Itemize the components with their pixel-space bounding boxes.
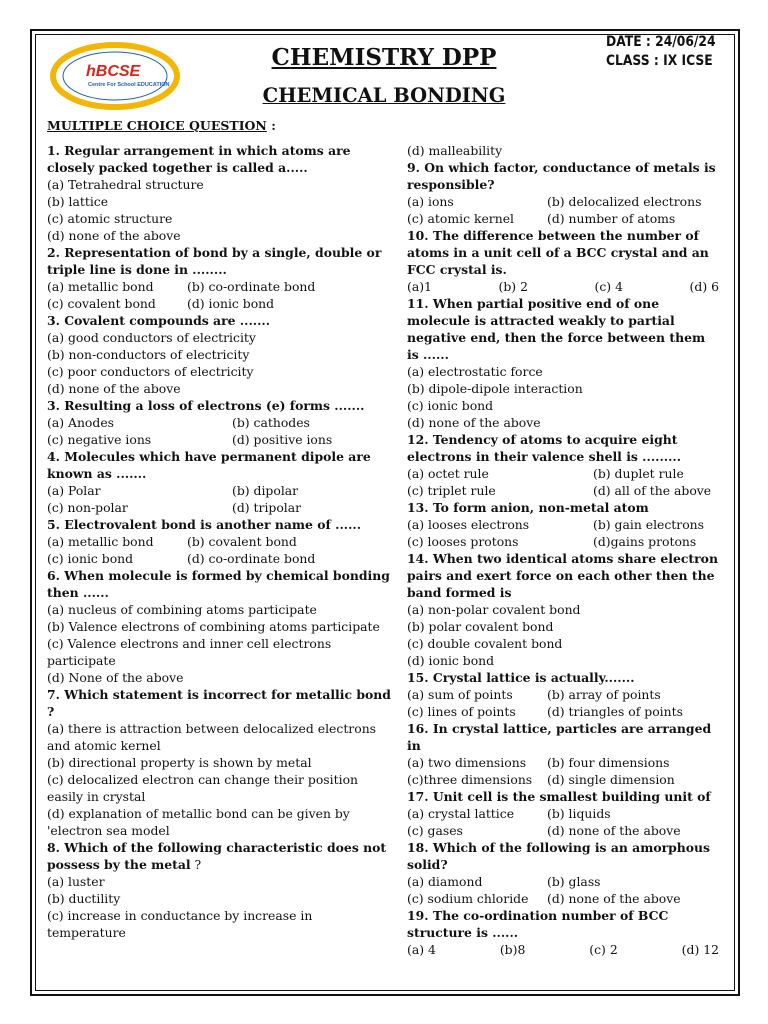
question-text: 13. To form anion, non-metal atom (407, 500, 649, 515)
option: (a) diamond (407, 874, 483, 889)
option: (d) tripolar (232, 500, 302, 515)
question-text (47, 839, 392, 873)
option: (d) single dimension (547, 772, 675, 787)
option: (a) electrostatic force (407, 364, 543, 379)
option: (c) covalent bond (47, 296, 156, 311)
question-8 (47, 839, 392, 941)
right-column (407, 142, 719, 958)
option: (d) none of the above (547, 891, 681, 906)
question-14 (407, 550, 719, 669)
option: (a) octet rule (407, 466, 489, 481)
option: (b) delocalized electrons (547, 194, 702, 209)
option: (a) two dimensions (407, 755, 527, 770)
option: (b) co-ordinate bond (187, 279, 316, 294)
question-9 (407, 159, 719, 227)
option: (b) duplet rule (593, 466, 684, 481)
option: (d) none of the above (47, 228, 181, 243)
option: (c) gases (407, 823, 463, 838)
option: (b) covalent bond (187, 534, 297, 549)
question-text: 5. Electrovalent bond is another name of ...... (47, 517, 362, 532)
question-text: 6. When molecule is formed by chemical bonding then ...... (47, 568, 390, 600)
option: (c) increase in conductance by increase in temperature (47, 908, 313, 940)
option: (a)1 (407, 279, 432, 294)
question-17 (407, 788, 719, 839)
class-label: CLASS : IX ICSE (606, 53, 713, 69)
option: (b) 2 (498, 279, 528, 294)
option: (d)gains protons (593, 534, 697, 549)
option: (c) looses protons (407, 534, 519, 549)
option: (c) Valence electrons and inner cell electrons participate (47, 636, 332, 668)
question-7 (47, 686, 392, 839)
option: (a) ions (407, 194, 454, 209)
question-text: 10. The difference between the number of atoms in a unit cell of a BCC crystal and an FCC crystal is. (407, 228, 709, 277)
option: (a) Tetrahedral structure (47, 177, 204, 192)
question-12 (407, 431, 719, 499)
section-heading-text: MULTIPLE CHOICE QUESTION (47, 118, 267, 133)
option: (d) none of the above (407, 415, 541, 430)
question-text-main: 8. Which of the following characteristic does not possess by the metal (47, 840, 387, 872)
option: (c) poor conductors of electricity (47, 364, 254, 379)
option: (d) none of the above (47, 381, 181, 396)
option: (b) gain electrons (593, 517, 705, 532)
option: (b) liquids (547, 806, 611, 821)
option: (d) explanation of metallic bond can be given by 'electron sea model (47, 806, 350, 838)
option: (b) directional property is shown by metal (47, 755, 312, 770)
option: (c) double covalent bond (407, 636, 563, 651)
option: (b) dipolar (232, 483, 299, 498)
option: (b) four dimensions (547, 755, 670, 770)
question-text: 17. Unit cell is the smallest building unit of (407, 789, 711, 804)
option: (b) cathodes (232, 415, 310, 430)
page-title: CHEMISTRY DPP (271, 44, 497, 71)
option: (b) glass (547, 874, 601, 889)
option: (a) metallic bond (47, 279, 154, 294)
option: (d) co-ordinate bond (187, 551, 316, 566)
logo-tagline: Centre For School EDUCATION (88, 82, 170, 88)
option: (a) luster (47, 874, 105, 889)
option: (a) there is attraction between delocalized electrons and atomic kernel (47, 721, 377, 753)
option: (c) delocalized electron can change their position easily in crystal (47, 772, 359, 804)
hbcse-logo (48, 40, 182, 112)
question-5 (47, 516, 392, 567)
option: (b) lattice (47, 194, 109, 209)
option: (d) all of the above (593, 483, 712, 498)
date-label: DATE : 24/06/24 (606, 34, 716, 50)
option: (c) lines of points (407, 704, 516, 719)
option: (a) crystal lattice (407, 806, 515, 821)
question-18 (407, 839, 719, 907)
question-text: 18. Which of the following is an amorphous solid? (407, 840, 711, 872)
page-subtitle: CHEMICAL BONDING (262, 84, 506, 107)
question-11 (407, 295, 719, 431)
question-text: 11. When partial positive end of one molecule is attracted weakly to partial negative end, then the force between them is ...... (407, 296, 706, 362)
option: (a) non-polar covalent bond (407, 602, 581, 617)
question-text-tail: ? (190, 857, 202, 872)
option: (d) number of atoms (547, 211, 676, 226)
question-13 (407, 499, 719, 550)
option: (a) nucleus of combining atoms participate (47, 602, 317, 617)
logo-wordmark: hBCSE (86, 63, 141, 80)
question-2 (47, 244, 392, 312)
option: (a) Polar (47, 483, 101, 498)
question-text: 2. Representation of bond by a single, double or triple line is done in ........ (47, 245, 382, 277)
option: (a) looses electrons (407, 517, 530, 532)
question-10 (407, 227, 719, 295)
question-text: 19. The co-ordination number of BCC structure is ...... (407, 908, 669, 940)
question-3b (47, 397, 392, 448)
question-text: 9. On which factor, conductance of metals is responsible? (407, 160, 716, 192)
option: (a) good conductors of electricity (47, 330, 256, 345)
option: (c) ionic bond (407, 398, 494, 413)
question-text: 1. Regular arrangement in which atoms are closely packed together is called a..... (47, 143, 351, 175)
option: (a) 4 (407, 942, 436, 957)
option: (b) dipole-dipole interaction (407, 381, 583, 396)
option: (d) malleability (407, 143, 503, 158)
option: (b) ductility (47, 891, 121, 906)
option: (c) atomic kernel (407, 211, 515, 226)
option: (a) Anodes (47, 415, 115, 430)
question-19 (407, 907, 719, 958)
question-1 (47, 142, 392, 244)
option: (c) 2 (589, 942, 618, 957)
question-text: 14. When two identical atoms share electron pairs and exert force on each other then the band formed is (407, 551, 718, 600)
section-heading-suffix: : (266, 118, 276, 133)
question-text: 16. In crystal lattice, particles are arranged in (407, 721, 712, 753)
option: (c) sodium chloride (407, 891, 529, 906)
option: (c) non-polar (47, 500, 128, 515)
option: (b) array of points (547, 687, 661, 702)
question-text: 3. Covalent compounds are ....... (47, 313, 271, 328)
option: (c) 4 (594, 279, 623, 294)
question-15 (407, 669, 719, 720)
option: (b)8 (499, 942, 526, 957)
question-6 (47, 567, 392, 686)
option: (d) 6 (689, 279, 719, 294)
option: (b) polar covalent bond (407, 619, 554, 634)
option: (b) Valence electrons of combining atoms participate (47, 619, 380, 634)
question-4 (47, 448, 392, 516)
question-text: 12. Tendency of atoms to acquire eight electrons in their valence shell is ......... (407, 432, 682, 464)
question-16 (407, 720, 719, 788)
option: (b) non-conductors of electricity (47, 347, 250, 362)
option: (c) negative ions (47, 432, 152, 447)
option: (c) ionic bond (47, 551, 134, 566)
option: (d) None of the above (47, 670, 184, 685)
question-text: 3. Resulting a loss of electrons (e) forms ....... (47, 398, 365, 413)
option: (c)three dimensions (407, 772, 533, 787)
option: (d) ionic bond (407, 653, 495, 668)
option: (d) 12 (681, 942, 719, 957)
option: (c) atomic structure (47, 211, 173, 226)
section-heading (47, 118, 276, 133)
option: (a) metallic bond (47, 534, 154, 549)
option: (d) none of the above (547, 823, 681, 838)
option: (d) ionic bond (187, 296, 275, 311)
option: (d) positive ions (232, 432, 333, 447)
question-text: 7. Which statement is incorrect for metallic bond ? (47, 687, 391, 719)
option: (a) sum of points (407, 687, 513, 702)
option: (d) triangles of points (547, 704, 683, 719)
option: (c) triplet rule (407, 483, 496, 498)
question-text: 15. Crystal lattice is actually....... (407, 670, 635, 685)
question-text: 4. Molecules which have permanent dipole are known as ....... (47, 449, 371, 481)
left-column (47, 142, 392, 941)
question-3 (47, 312, 392, 397)
